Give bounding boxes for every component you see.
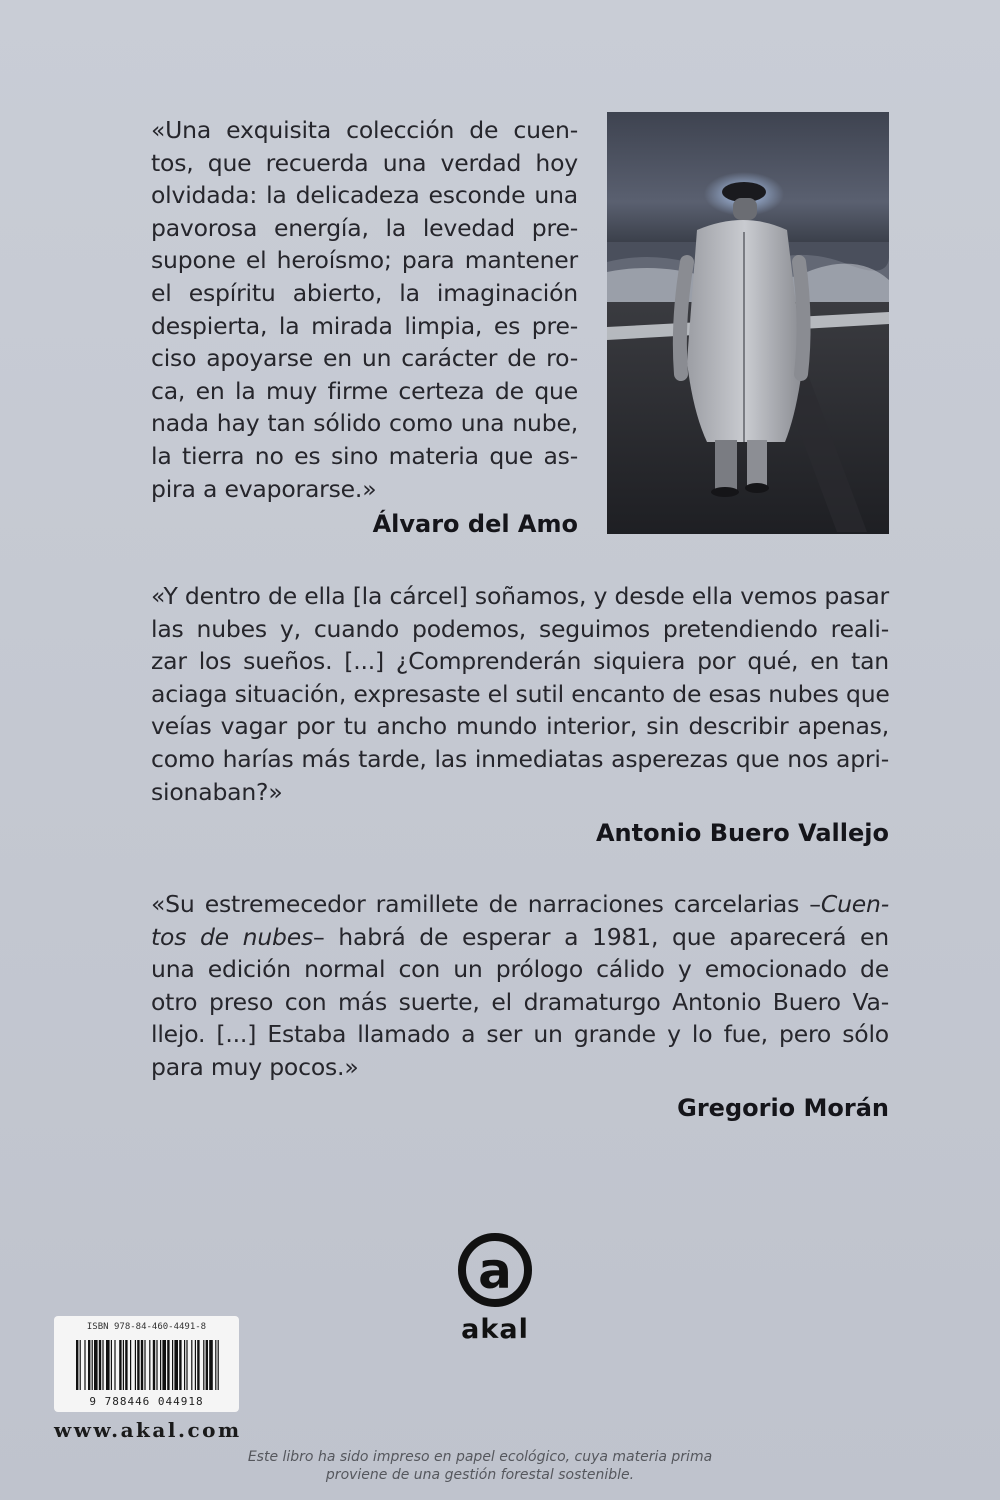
quote-line: como harías más tarde, las inmediatas asperezas que nos apri-	[151, 744, 889, 773]
barcode-bar	[106, 1340, 110, 1390]
barcode-bar	[123, 1340, 124, 1390]
akal-logo-icon	[445, 1228, 545, 1343]
quote-line	[151, 888, 889, 921]
quote-text: «Su estremecedor ramillete de narraciones carcelarias –	[151, 890, 821, 918]
book-title-italic: tos de nubes	[151, 922, 314, 951]
quote-gregorio-moran	[151, 888, 889, 1084]
barcode-bar	[191, 1340, 192, 1390]
quote-line: «Y dentro de ella [la cárcel] soñamos, y desde ella vemos pasar	[151, 582, 889, 610]
publisher-name: akal	[461, 1314, 529, 1343]
barcode-bar	[84, 1340, 85, 1390]
quote-line: una edición normal con un prólogo cálido y emocionado de	[151, 955, 889, 984]
barcode-bar	[141, 1340, 143, 1390]
logo-letter: a	[478, 1242, 512, 1300]
barcode-bar	[179, 1340, 181, 1390]
barcode-bar	[186, 1340, 187, 1390]
barcode-bar	[160, 1340, 161, 1390]
quote-line: para muy pocos.»	[151, 1052, 359, 1081]
author-alvaro-del-amo: Álvaro del Amo	[372, 510, 578, 538]
quote-line: olvidada: la delicadeza esconde una	[151, 181, 578, 210]
barcode-bar	[137, 1340, 139, 1390]
quote-line: pavorosa energía, la levedad pre-	[151, 213, 578, 242]
akal-logo	[445, 1228, 545, 1347]
eco-paper-note	[200, 1448, 760, 1484]
quote-line: zar los sueños. [...] ¿Comprenderán siquiera por qué, en tan	[151, 647, 889, 676]
barcode-bar	[149, 1340, 150, 1390]
barcode-bar	[174, 1340, 178, 1390]
barcode-bar	[114, 1340, 115, 1390]
quote-line: llejo. [...] Estaba llamado a ser un grande y lo fue, pero sólo	[151, 1020, 889, 1049]
barcode-bar	[119, 1340, 121, 1390]
quote-line: la tierra no es sino materia que as-	[151, 441, 578, 470]
barcode-bar	[125, 1340, 127, 1390]
quote-line: aciaga situación, expresaste el sutil encanto de esas nubes que	[151, 679, 890, 708]
quote-line: veías vagar por tu ancho mundo interior, sin describir apenas,	[151, 712, 889, 741]
barcode-bar	[162, 1340, 166, 1390]
author-antonio-buero-vallejo: Antonio Buero Vallejo	[595, 819, 889, 847]
quote-line: las nubes y, cuando podemos, seguimos pretendiendo reali-	[151, 614, 889, 643]
barcode-bar	[88, 1340, 90, 1390]
quote-line: «Una exquisita colección de cuen-	[151, 116, 578, 144]
barcode-bar	[99, 1340, 101, 1390]
quote-line: nada hay tan sólido como una nube,	[151, 409, 578, 438]
barcode-bar	[195, 1340, 196, 1390]
quote-line: supone el heroísmo; para mantener	[151, 246, 578, 275]
barcode-bar	[102, 1340, 103, 1390]
author-photo	[607, 112, 889, 534]
publisher-website: www.akal.com	[54, 1418, 242, 1442]
quote-line: ca, en la muy firme certeza de que	[151, 376, 578, 405]
quote-line: sionaban?»	[151, 777, 283, 806]
quote-text: – habrá de esperar a 1981, que aparecerá en	[313, 922, 889, 951]
quote-line: tos, que recuerda una verdad hoy	[151, 148, 578, 177]
quote-line: otro preso con más suerte, el dramaturgo Antonio Buero Va-	[151, 987, 889, 1016]
quote-alvaro-del-amo	[151, 114, 578, 505]
barcode-bar	[153, 1340, 155, 1390]
photo-man-walking-by-sea	[607, 112, 889, 534]
isbn-barcode	[54, 1316, 239, 1412]
quote-line: pira a evaporarse.»	[151, 474, 377, 503]
barcode-bar	[203, 1340, 204, 1390]
barcode-bar	[218, 1340, 219, 1390]
author-gregorio-moran: Gregorio Morán	[677, 1094, 889, 1122]
barcode-bar	[111, 1340, 112, 1390]
quote-line	[151, 921, 889, 954]
barcode-bar	[206, 1340, 208, 1390]
barcode-bar	[184, 1340, 185, 1390]
barcode-bar	[197, 1340, 199, 1390]
barcode-bar	[156, 1340, 157, 1390]
barcode-bar	[92, 1340, 93, 1390]
barcode-bar	[76, 1340, 78, 1390]
eco-note-line: Este libro ha sido impreso en papel ecológico, cuya materia prima	[247, 1449, 713, 1465]
barcode-bar	[209, 1340, 213, 1390]
barcode-bar	[144, 1340, 145, 1390]
isbn-number: ISBN 978-84-460-4491-8	[86, 1322, 207, 1332]
barcode-bar	[135, 1340, 136, 1390]
quote-line: ciso apoyarse en un carácter de ro-	[151, 344, 578, 373]
barcode-bar	[215, 1340, 216, 1390]
barcode-bar	[80, 1340, 81, 1390]
barcode-bar	[94, 1340, 98, 1390]
barcode-bar	[167, 1340, 169, 1390]
book-title-italic: Cuen-	[820, 890, 889, 918]
barcode-bar	[172, 1340, 173, 1390]
barcode-bar	[130, 1340, 131, 1390]
barcode-digits: 9 788446 044918	[89, 1395, 204, 1408]
quote-line: el espíritu abierto, la imaginación	[151, 278, 578, 307]
eco-note-line: proviene de una gestión forestal sostenible.	[325, 1467, 635, 1483]
quote-line: despierta, la mirada limpia, es pre-	[151, 311, 578, 340]
quote-antonio-buero-vallejo	[151, 580, 889, 808]
